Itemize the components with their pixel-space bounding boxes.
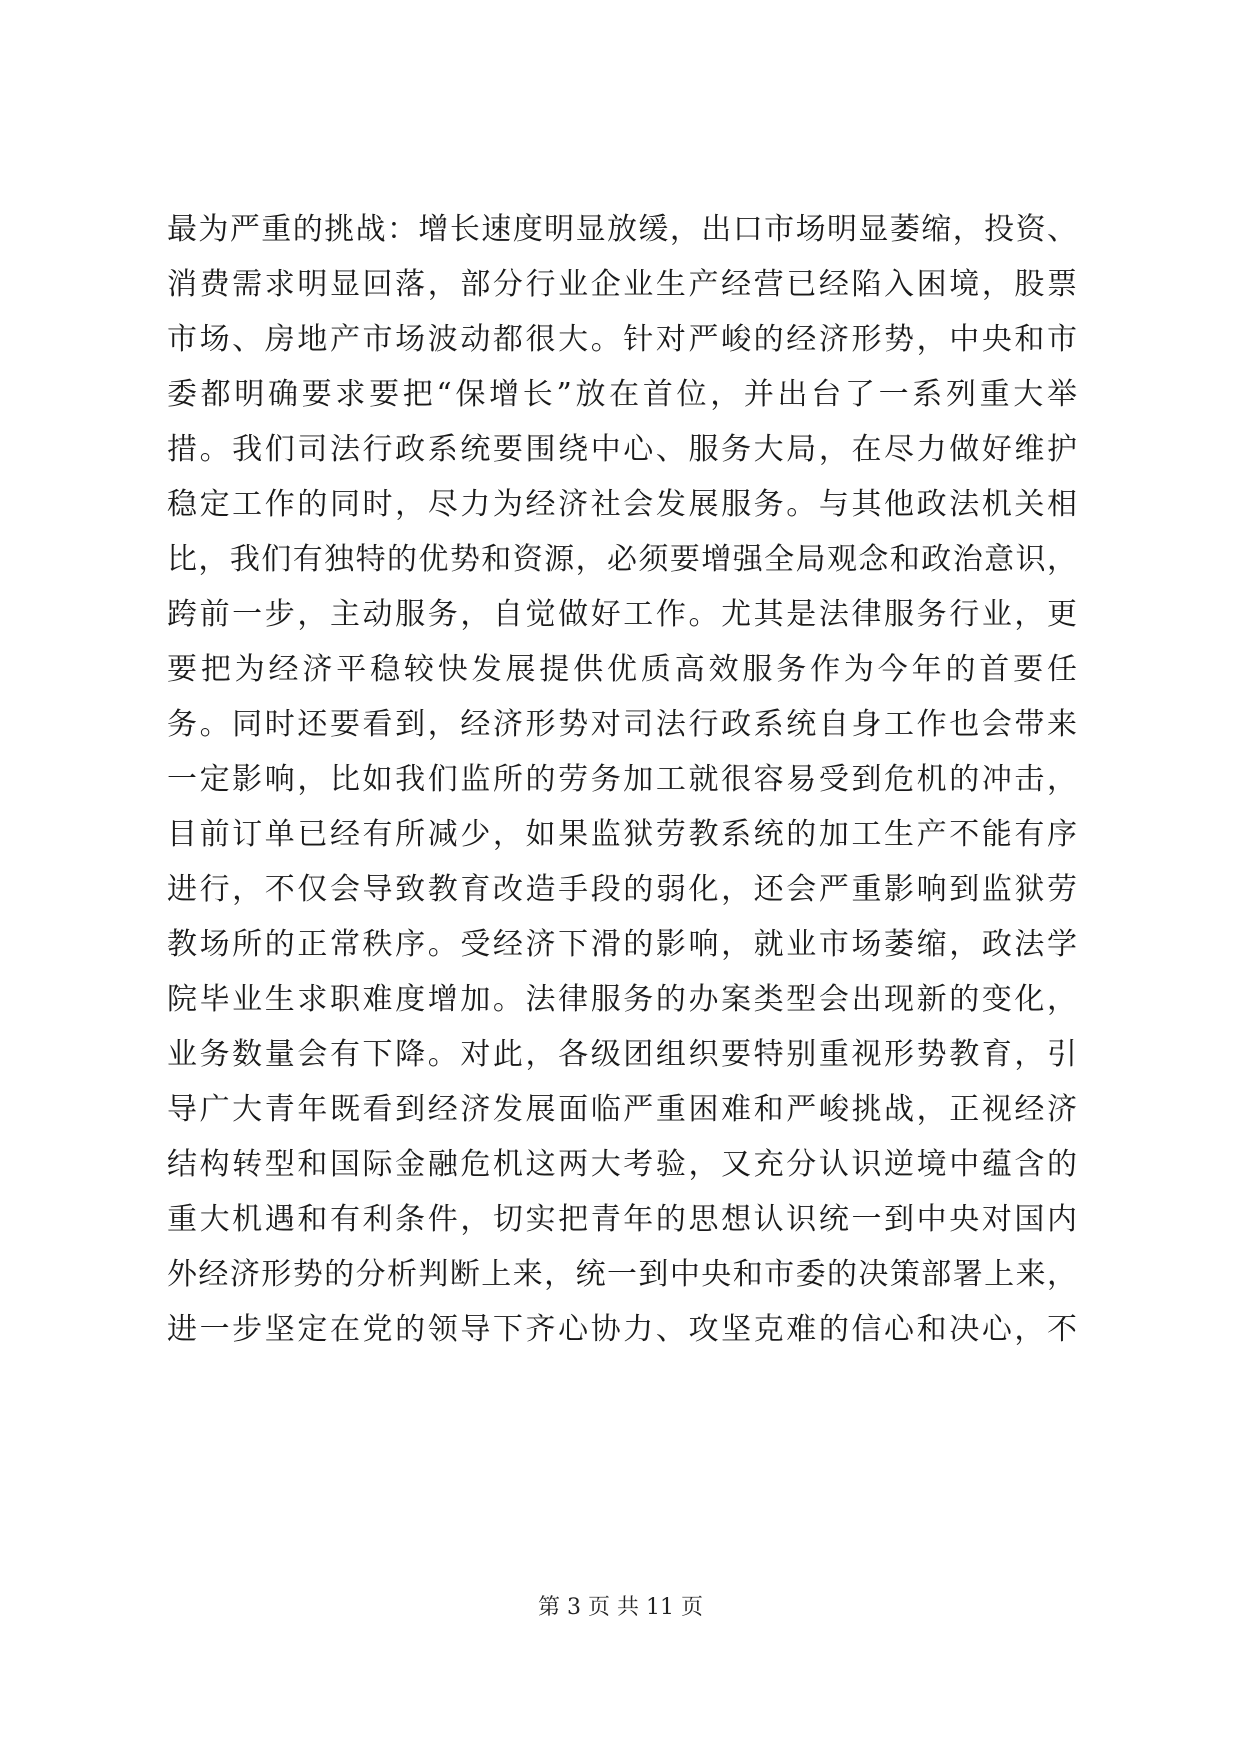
text-line: 院毕业生求职难度增加。法律服务的办案类型会出现新的变化，	[167, 982, 1077, 1017]
text-line: 跨前一步，主动服务，自觉做好工作。尤其是法律服务行业，更	[167, 597, 1077, 632]
text-line: 结构转型和国际金融危机这两大考验，又充分认识逆境中蕴含的	[167, 1147, 1077, 1182]
text-line: 要把为经济平稳较快发展提供优质高效服务作为今年的首要任	[167, 652, 1077, 687]
text-line: 最为严重的挑战：增长速度明显放缓，出口市场明显萎缩，投资、	[167, 212, 1077, 247]
text-line: 教场所的正常秩序。受经济下滑的影响，就业市场萎缩，政法学	[167, 927, 1077, 962]
text-line: 委都明确要求要把“保增长”放在首位，并出台了一系列重大举	[167, 377, 1077, 412]
text-line: 稳定工作的同时，尽力为经济社会发展服务。与其他政法机关相	[167, 487, 1077, 522]
text-line: 导广大青年既看到经济发展面临严重困难和严峻挑战，正视经济	[167, 1092, 1077, 1127]
text-line: 业务数量会有下降。对此，各级团组织要特别重视形势教育，引	[167, 1037, 1077, 1072]
text-line: 比，我们有独特的优势和资源，必须要增强全局观念和政治意识，	[167, 542, 1077, 577]
text-line: 进一步坚定在党的领导下齐心协力、攻坚克难的信心和决心，不	[167, 1312, 1077, 1347]
page-number-footer: 第 3 页 共 11 页	[538, 1595, 703, 1620]
text-line: 进行，不仅会导致教育改造手段的弱化，还会严重影响到监狱劳	[167, 872, 1077, 907]
text-line: 消费需求明显回落，部分行业企业生产经营已经陷入困境，股票	[167, 267, 1077, 302]
text-line: 措。我们司法行政系统要围绕中心、服务大局，在尽力做好维护	[167, 432, 1077, 467]
text-line: 目前订单已经有所减少，如果监狱劳教系统的加工生产不能有序	[167, 817, 1077, 852]
text-line: 市场、房地产市场波动都很大。针对严峻的经济形势，中央和市	[167, 322, 1077, 357]
text-line: 一定影响，比如我们监所的劳务加工就很容易受到危机的冲击，	[167, 762, 1077, 797]
text-line: 务。同时还要看到，经济形势对司法行政系统自身工作也会带来	[167, 707, 1077, 742]
text-line: 外经济形势的分析判断上来，统一到中央和市委的决策部署上来，	[167, 1257, 1077, 1292]
text-line: 重大机遇和有利条件，切实把青年的思想认识统一到中央对国内	[167, 1202, 1077, 1237]
